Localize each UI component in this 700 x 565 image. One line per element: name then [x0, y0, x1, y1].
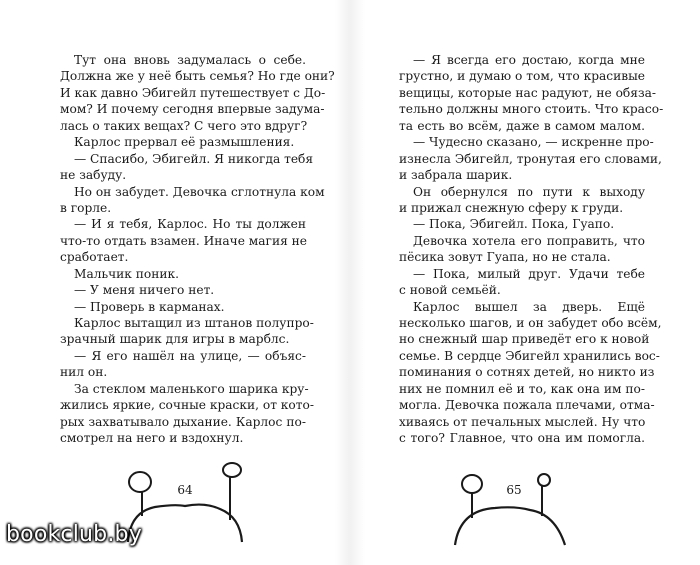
text-line: Мальчик поник.	[74, 266, 179, 281]
left-page-number: 64	[177, 483, 193, 497]
text-line: И как давно Эбигейл путешествует с До-	[60, 85, 326, 100]
text-line: Должна же у неё быть семья? Но где они?	[60, 69, 335, 84]
text-line: — Чудесно сказано, — искренне про-	[413, 135, 654, 150]
text-line: — Я его нашёл на улице, — объяс-	[74, 348, 306, 363]
text-line: зрачный шарик для игры в марблс.	[60, 332, 290, 347]
text-line: не забуду.	[60, 168, 127, 183]
text-line: Он обернулся по пути к выходу	[413, 184, 645, 199]
text-line: — Спасибо, Эбигейл. Я никогда тебя	[74, 151, 314, 166]
text-line: — Проверь в карманах.	[74, 299, 225, 314]
text-line: Тут она вновь задумалась о себе.	[74, 53, 306, 67]
text-line: грустно, и думаю о том, что красивые	[399, 69, 645, 84]
text-line: Карлос вытащил из штанов полупро-	[74, 316, 314, 330]
text-line: — Я всегда его достаю, когда мне	[413, 53, 645, 67]
text-line: и прижал снежную сферу к груди.	[399, 200, 624, 215]
text-line: — У меня ничего нет.	[74, 283, 215, 298]
text-line: — И я тебя, Карлос. Но ты должен	[74, 217, 306, 232]
text-line: несколько шагов, и он забудет обо всём,	[399, 316, 662, 330]
text-line: Карлос прервал её размышления.	[74, 135, 295, 150]
text-line: изнесла Эбигейл, тронутая его словами,	[399, 151, 662, 166]
text-line: пёсика зовут Гуапа, но не стала.	[399, 250, 611, 265]
text-line: Карлос вышел за дверь. Ещё	[413, 299, 645, 314]
text-line: Девочка хотела его поправить, что	[413, 233, 645, 248]
right-hill-decoration	[440, 470, 580, 545]
text-line: нил он.	[60, 365, 108, 380]
text-line: Но он забудет. Девочка сглотнула ком	[74, 184, 325, 199]
text-line: смотрел на него и вздохнул.	[60, 431, 244, 446]
book-gutter	[335, 0, 365, 565]
right-page	[399, 52, 664, 447]
text-line: и забрала шарик.	[399, 168, 513, 183]
text-line: но снежный шар приведёт его к новой	[399, 332, 650, 347]
text-line: — Пока, Эбигейл. Пока, Гуапо.	[413, 217, 615, 232]
text-line: лась о таких вещах? С чего это вдруг?	[60, 118, 308, 133]
text-line: За стеклом маленького шарика кру-	[74, 381, 309, 396]
text-line: сработает.	[60, 250, 129, 265]
text-line: в горле.	[60, 200, 112, 215]
text-line: жились яркие, сочные краски, от кото-	[60, 398, 314, 413]
text-line: тельно должны много стоить. Что красо-	[399, 102, 664, 117]
text-line: с того? Главное, что она им помогла.	[399, 431, 645, 446]
right-page-number: 65	[506, 483, 522, 497]
text-line: могла. Девочка пожала плечами, отма-	[399, 398, 655, 413]
text-line: с новой семьёй.	[399, 283, 501, 298]
text-line: вещицы, которые нас радуют, не обяза-	[399, 85, 656, 100]
text-line: мом? И почему сегодня впервые задума-	[60, 102, 325, 117]
text-line: — Пока, милый друг. Удачи тебе	[413, 266, 645, 281]
left-page	[60, 52, 335, 447]
text-line: поминания о сотнях детей, но никто из	[399, 365, 655, 380]
text-line: рых захватывало дыхание. Карлос по-	[60, 414, 306, 429]
site-watermark: bookclub.by	[6, 522, 142, 547]
text-line: семье. В сердце Эбигейл хранились вос-	[399, 348, 660, 363]
text-line: них не помнил её и то, как она им по-	[399, 381, 645, 396]
text-line: хиваясь от печальных мыслей. Ну что	[399, 414, 646, 429]
text-line: что-то отдать взамен. Иначе магия не	[60, 233, 307, 248]
text-line: та есть во всём, даже в самом малом.	[399, 118, 645, 133]
